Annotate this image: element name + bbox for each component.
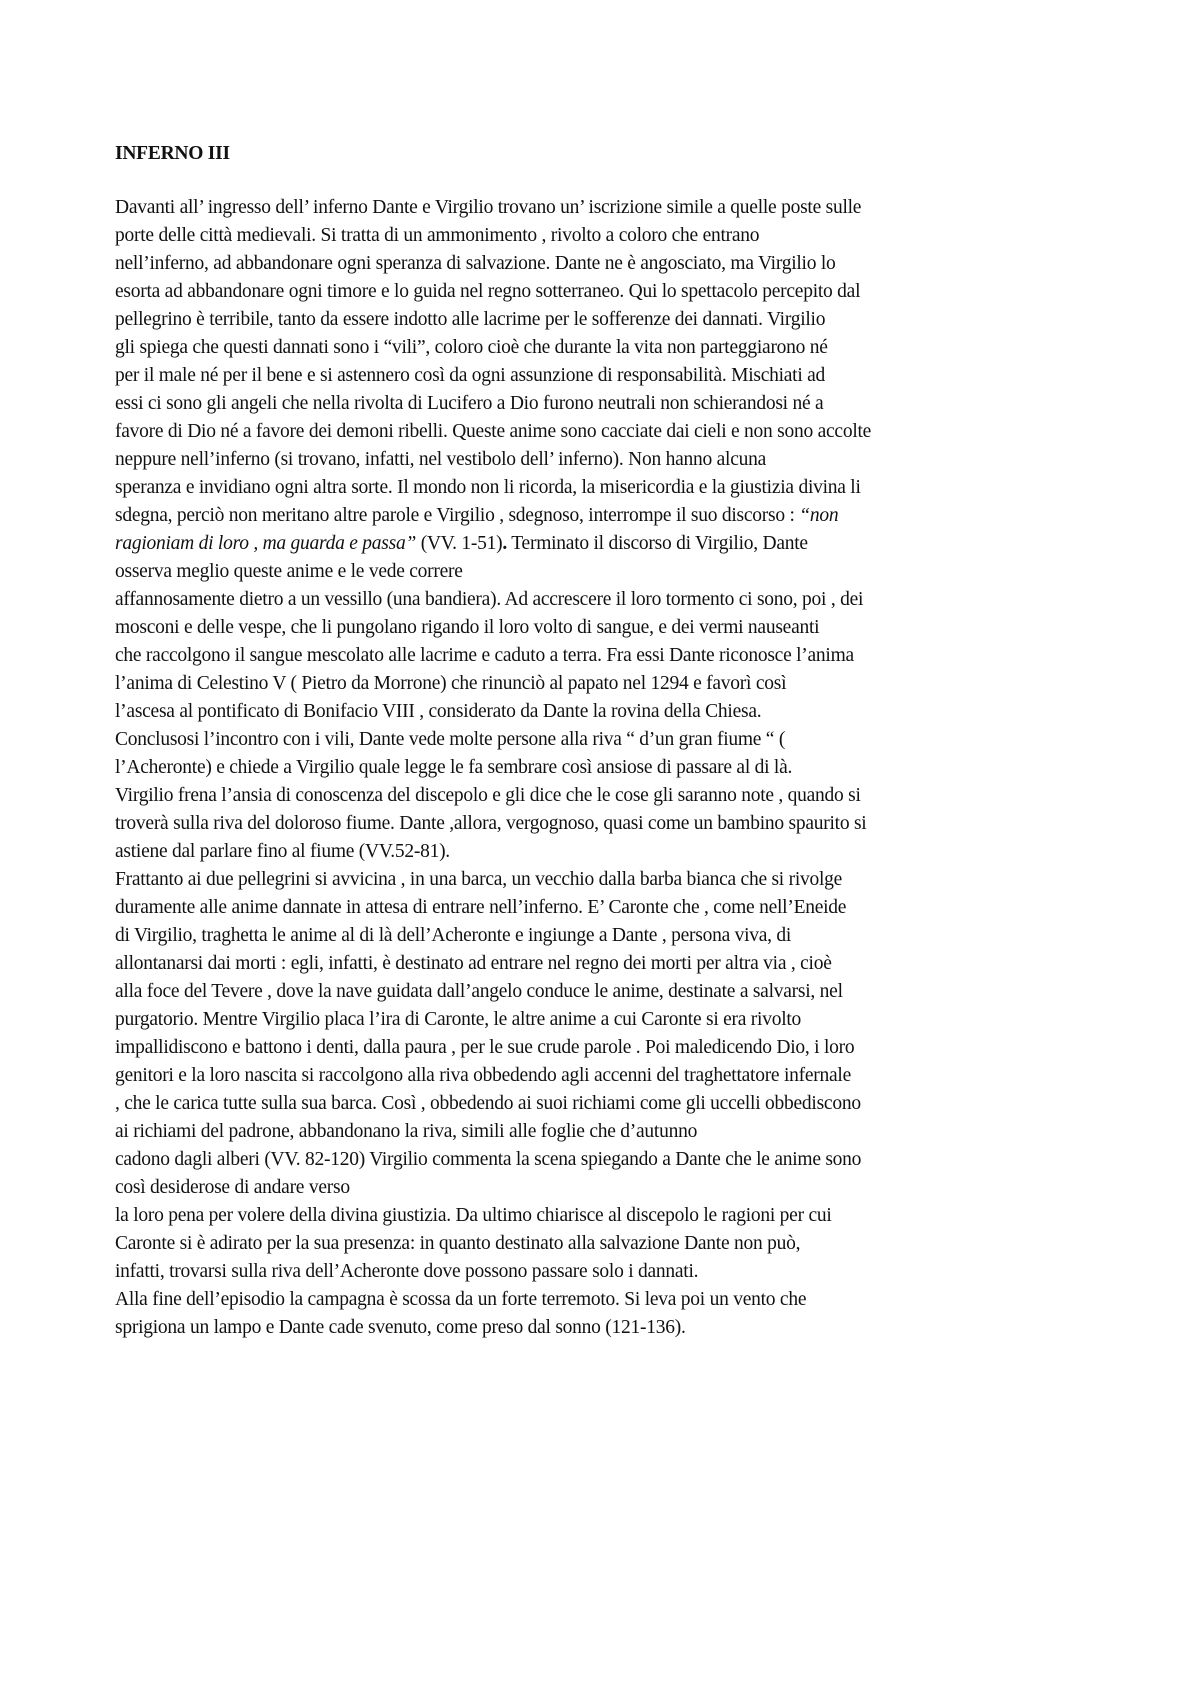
text-line: mosconi e delle vespe, che li pungolano rigando il loro volto di sangue, e dei vermi nauseanti: [115, 617, 820, 638]
text-line: , che le carica tutte sulla sua barca. Così , obbedendo ai suoi richiami come gli uccelli obbediscono: [115, 1093, 861, 1114]
text-line: allontanarsi dai morti : egli, infatti, è destinato ad entrare nel regno dei morti per altra via , cioè: [115, 953, 832, 974]
text-line: [115, 530, 1095, 558]
text-line: affannosamente dietro a un vessillo (una bandiera). Ad accrescere il loro tormento ci sono, poi , dei: [115, 589, 864, 610]
text-line: l’anima di Celestino V ( Pietro da Morrone) che rinunciò al papato nel 1294 e favorì così: [115, 673, 787, 694]
text-line: favore di Dio né a favore dei demoni ribelli. Queste anime sono cacciate dai cieli e non sono accolte: [115, 421, 872, 442]
text-line: Alla fine dell’episodio la campagna è scossa da un forte terremoto. Si leva poi un vento che: [115, 1289, 807, 1310]
text-line: astiene dal parlare fino al fiume (VV.52-81).: [115, 841, 450, 862]
text-line: sprigiona un lampo e Dante cade svenuto, come preso dal sonno (121-136).: [115, 1317, 686, 1338]
text-line: genitori e la loro nascita si raccolgono alla riva obbedendo agli accenni del traghettatore infernale: [115, 1065, 852, 1086]
text-line: che raccolgono il sangue mescolato alle lacrime e caduto a terra. Fra essi Dante riconosce l’anima: [115, 645, 854, 666]
document-title: INFERNO III: [115, 143, 230, 164]
text-line: la loro pena per volere della divina giustizia. Da ultimo chiarisce al discepolo le ragioni per cui: [115, 1205, 832, 1226]
quote-segment: “non: [799, 505, 839, 526]
text-line: porte delle città medievali. Si tratta di un ammonimento , rivolto a coloro che entrano: [115, 225, 760, 246]
text-line: esorta ad abbandonare ogni timore e lo guida nel regno sotterraneo. Qui lo spettacolo percepito dal: [115, 281, 861, 302]
text-segment: sdegna, perciò non meritano altre parole e Virgilio , sdegnoso, interrompe il suo discorso :: [115, 505, 800, 526]
text-line: Conclusosi l’incontro con i vili, Dante vede molte persone alla riva “ d’un gran fiume “ (: [115, 729, 786, 750]
text-line: Virgilio frena l’ansia di conoscenza del discepolo e gli dice che le cose gli saranno note , quando si: [115, 785, 861, 806]
text-line: Frattanto ai due pellegrini si avvicina , in una barca, un vecchio dalla barba bianca che si rivolge: [115, 869, 843, 890]
text-line: l’Acheronte) e chiede a Virgilio quale legge le fa sembrare così ansiose di passare al di là.: [115, 757, 793, 778]
text-line: infatti, trovarsi sulla riva dell’Acheronte dove possono passare solo i dannati.: [115, 1261, 699, 1282]
text-line: [115, 502, 1095, 530]
text-line: alla foce del Tevere , dove la nave guidata dall’angelo conduce le anime, destinate a salvarsi, nel: [115, 981, 843, 1002]
text-line: troverà sulla riva del doloroso fiume. Dante ,allora, vergognoso, quasi come un bambino spaurito si: [115, 813, 867, 834]
text-line: così desiderose di andare verso: [115, 1177, 350, 1198]
text-segment: Terminato il discorso di Virgilio, Dante: [506, 533, 808, 554]
text-line: Caronte si è adirato per la sua presenza: in quanto destinato alla salvazione Dante non può,: [115, 1233, 801, 1254]
text-segment: .: [502, 533, 507, 554]
text-line: nell’inferno, ad abbandonare ogni speranza di salvazione. Dante ne è angosciato, ma Virgilio lo: [115, 253, 836, 274]
quote-segment: ragioniam di loro , ma guarda e passa”: [115, 533, 417, 554]
text-line: di Virgilio, traghetta le anime al di là dell’Acheronte e ingiunge a Dante , persona viva, di: [115, 925, 792, 946]
text-line: duramente alle anime dannate in attesa di entrare nell’inferno. E’ Caronte che , come nell’Eneide: [115, 897, 847, 918]
text-line: per il male né per il bene e si astennero così da ogni assunzione di responsabilità. Mischiati ad: [115, 365, 826, 386]
text-line: essi ci sono gli angeli che nella rivolta di Lucifero a Dio furono neutrali non schierandosi né a: [115, 393, 824, 414]
text-line: pellegrino è terribile, tanto da essere indotto alle lacrime per le sofferenze dei dannati. Virgilio: [115, 309, 826, 330]
text-line: ai richiami del padrone, abbandonano la riva, simili alle foglie che d’autunno: [115, 1121, 698, 1142]
text-line: impallidiscono e battono i denti, dalla paura , per le sue crude parole . Poi maledicendo Dio, i loro: [115, 1037, 855, 1058]
verse-reference: (VV. 1-51): [416, 533, 503, 554]
text-line: gli spiega che questi dannati sono i “vili”, coloro cioè che durante la vita non parteggiarono né: [115, 337, 828, 358]
text-line: purgatorio. Mentre Virgilio placa l’ira di Caronte, le altre anime a cui Caronte si era rivolto: [115, 1009, 802, 1030]
text-line: cadono dagli alberi (VV. 82-120) Virgilio commenta la scena spiegando a Dante che le anime sono: [115, 1149, 862, 1170]
document-body: [115, 140, 1095, 1342]
text-line: l’ascesa al pontificato di Bonifacio VIII , considerato da Dante la rovina della Chiesa.: [115, 701, 762, 722]
text-line: Davanti all’ ingresso dell’ inferno Dante e Virgilio trovano un’ iscrizione simile a quelle poste sulle: [115, 197, 862, 218]
text-line: neppure nell’inferno (si trovano, infatti, nel vestibolo dell’ inferno). Non hanno alcuna: [115, 449, 767, 470]
text-line: speranza e invidiano ogni altra sorte. Il mondo non li ricorda, la misericordia e la giustizia divina li: [115, 477, 861, 498]
text-line: osserva meglio queste anime e le vede correre: [115, 561, 463, 582]
